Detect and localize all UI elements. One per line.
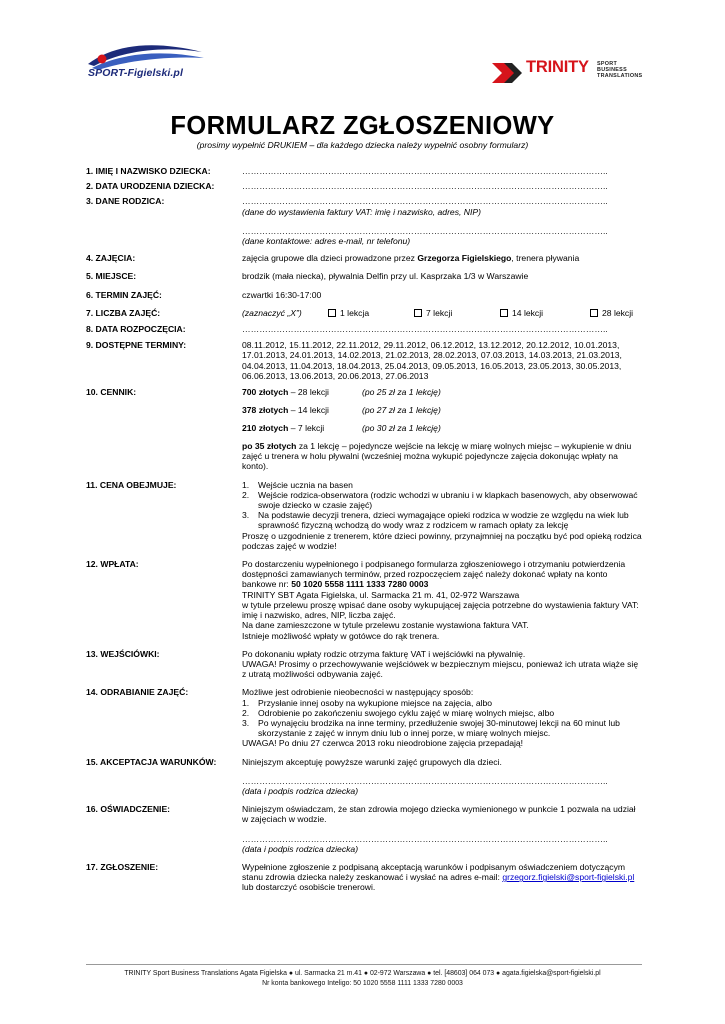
right-logo-text: TRINITY	[526, 58, 589, 76]
page-subtitle: (prosimy wypełnić DRUKIEM – dla każdego dziecka należy wypełnić osobny formularz)	[196, 140, 529, 150]
option-14-lessons[interactable]: 14 lekcji	[500, 308, 543, 318]
field-price-includes: 11. CENA OBEJMUJE: 1. Wejście ucznia na basen 2. Wejście rodzica-obserwatora (rodzic wchodzi w ubraniu i w klapkach basenowych, aby obserwować swoje dziecko w czasie zajęć) 3. Na podstawie decyzji trenera, dzieci wymagające opieki rodzica w wodzie ze względu na wiek lub sprawność fizyczną wchodzą do wody wraz z rodzicem w ramach opłaty za lekcję Proszę o uzgodnienie z trenerem, które dzieci powinny, przynajmniej na początku być pod opieką rodzica podczas zajęć w wodzie!	[86, 479, 642, 551]
right-logo-sub: SPORT BUSINESS TRANSLATIONS	[597, 61, 643, 80]
footer-contact: TRINITY Sport Business Translations Agata Figielska ● ul. Sarmacka 21 m.41 ● 02-972 Warszawa ● tel. [48603] 064 073 ● agata.figielska@sport-figielski.pl	[124, 970, 601, 977]
parent-invoice-line[interactable]: ………………………………………………………………………………………………………………..	[242, 196, 608, 207]
field-classes: 4. ZAJĘCIA: zajęcia grupowe dla dzieci prowadzone przez Grzegorza Figielskiego, trenera pływania	[86, 253, 580, 264]
field-terms-acceptance[interactable]: 15. AKCEPTACJA WARUNKÓW: Niniejszym akceptuję powyższe warunki zajęć grupowych dla dzieci. ……………………………………………………………………………………………………………….. (data i podpis rodzica dziecka)	[86, 757, 642, 797]
bank-account: 50 1020 5558 1111 1333 7280 0003	[291, 579, 429, 590]
trinity-arrow-icon	[492, 61, 526, 85]
checkbox-icon[interactable]	[500, 309, 508, 317]
list-item: 3. Na podstawie decyzji trenera, dzieci wymagające opieki rodzica w wodzie ze względu na wiek lub sprawność fizyczną wchodzą do wody wraz z rodzicem w ramach opłaty za lekcję	[242, 510, 629, 531]
trinity-logo	[492, 60, 642, 88]
parent-contact-hint: (dane kontaktowe: adres e-mail, nr telefonu)	[242, 236, 411, 247]
price-single: po 35 złotych za 1 lekcję – pojedyncze wejście na lekcję w miarę wolnych miejsc – wykupienie w dniu zajęć u trenera w holu pływalni (wcześniej można wykupić pojedyncze zajęcia dokonując wpłaty na konto).	[242, 441, 632, 472]
field-payment: 12. WPŁATA: Po dostarczeniu wypełnionego i podpisanego formularza zgłoszeniowego i otrzymaniu potwierdzenia dostępności zamawianych terminów, przed rozpoczęciem zajęć należy dokonać wpłaty na konto bankowe nr: 50 1020 5558 1111 1333 7280 0003 TRINITY SBT Agata Figielska, ul. Sarmacka 21 m. 41, 02-972 Warszawa w tytule przelewu proszę wpisać dane osoby wykupującej zajęcia potrzebne do wystawienia faktury VAT: imię i nazwisko, adres, NIP, liczba zajęć. Na dane zamieszczone w tytule przelewu zostanie wystawiona faktura VAT. Istnieje możliwość wpłaty w gotówce do rąk trenera.	[86, 559, 639, 641]
checkbox-icon[interactable]	[414, 309, 422, 317]
price-28: 700 złotych – 28 lekcji (po 25 zł za 1 lekcję)	[242, 387, 441, 398]
field-available-dates: 9. DOSTĘPNE TERMINY: 08.11.2012, 15.11.2012, 22.11.2012, 29.11.2012, 06.12.2012, 13.12.2012, 20.12.2012, 10.01.2013, 17.01.2013, 24.01.2013, 14.02.2013, 21.02.2013, 28.02.2013, 07.03.2013, 14.03.2013, 21.03.2013, 04.04.2013, 11.04.2013, 18.04.2013, 25.04.2013, 09.05.2013, 16.05.2013, 23.05.2013, 30.05.2013, 06.06.2013, 13.06.2013, 20.06.2013, 27.06.2013	[86, 340, 622, 381]
list-item: 1. Wejście ucznia na basen	[242, 479, 353, 490]
price-14: 378 złotych – 14 lekcji (po 27 zł za 1 lekcję)	[242, 405, 441, 416]
signature-line[interactable]: ………………………………………………………………………………………………………………..	[242, 833, 608, 844]
field-lesson-count: 7. LICZBA ZAJĘĆ: (zaznaczyć „X”) 1 lekcja 7 lekcji 14 lekcji 28 lekcji	[86, 307, 634, 318]
list-item: 2. Wejście rodzica-obserwatora (rodzic wchodzi w ubraniu i w klapkach basenowych, aby obserwować swoje dziecko w czasie zajęć)	[242, 489, 638, 511]
field-tickets: 13. WEJŚCIÓWKI: Po dokonaniu wpłaty rodzic otrzyma fakturę VAT i wejściówki na pływalnię. UWAGA! Prosimy o przechowywanie wejściówek w bezpiecznym miejscu, ponieważ ich utrata wiąże się z utratą możliwości odbywania zajęć.	[86, 648, 639, 680]
checkbox-icon[interactable]	[590, 309, 598, 317]
field-declaration[interactable]: 16. OŚWIADCZENIE: Niniejszym oświadczam, że stan zdrowia mojego dziecka wymienionego w punkcie 1 pozwala na udział w zajęciach w wodzie. ……………………………………………………………………………………………………………….. (data i podpis rodzica dziecka)	[86, 804, 642, 854]
footer-divider	[86, 964, 642, 965]
field-submission: 17. ZGŁOSZENIE: Wypełnione zgłoszenie z podpisaną akceptacją warunków i podpisanym oświadczeniem dotyczącym stanu zdrowia dziecka należy zeskanować i wysłać na adres e-mail: grzegorz.figielski@sport-figielski.pl lub dostarczyć osobiście trenerowi.	[86, 861, 635, 893]
field-start-date[interactable]: 8. DATA ROZPOCZĘCIA: ………………………………………………………………………………………………………………..	[86, 324, 608, 335]
field-parent-data[interactable]: 3. DANE RODZICA: ……………………………………………………………………………………………………………….. (dane do wystawienia faktury VAT: imię i nazwisko, adres, NIP) ……………………………………………………………………………………………………………….. (dane kontaktowe: adres e-mail, nr telefonu)	[86, 196, 642, 246]
field-price-list: 10. CENNIK: 700 złotych – 28 lekcji (po 25 zł za 1 lekcję) 378 złotych – 14 lekcji (po 27 zł za 1 lekcję) 210 złotych – 7 lekcji (po 30 zł za 1 lekcję) po 35 złotych za 1 lekcję – pojedyncze wejście na lekcję w miarę wolnych miejsc – wykupienie w dniu zajęć u trenera w holu pływalni (wcześniej można wykupić pojedyncze zajęcia dokonując wpłaty na konto).	[86, 387, 642, 472]
checkbox-icon[interactable]	[328, 309, 336, 317]
price-7: 210 złotych – 7 lekcji (po 30 zł za 1 lekcję)	[242, 423, 441, 434]
left-logo-text: SPORT-Figielski.pl	[88, 67, 183, 79]
parent-contact-line[interactable]: ………………………………………………………………………………………………………………..	[242, 225, 608, 236]
parent-invoice-hint: (dane do wystawienia faktury VAT: imię i nazwisko, adres, NIP)	[242, 206, 481, 217]
option-1-lesson[interactable]: 1 lekcja	[328, 308, 369, 318]
page-title: FORMULARZ ZGŁOSZENIOWY	[170, 112, 555, 140]
signature-line[interactable]: ………………………………………………………………………………………………………………..	[242, 775, 608, 786]
sport-figielski-logo	[84, 38, 209, 92]
field-child-name[interactable]: 1. IMIĘ I NAZWISKO DZIECKA: ………………………………………………………………………………………………………………..	[86, 166, 608, 176]
footer-account: Nr konta bankowego Inteligo: 50 1020 5558 1111 1333 7280 0003	[262, 980, 463, 987]
field-time: 6. TERMIN ZAJĘĆ: czwartki 16:30-17:00	[86, 289, 322, 300]
list-item: 2. Odrobienie po zakończeniu swojego cyklu zajęć w miarę wolnych miejsc, albo	[242, 707, 555, 718]
list-item: 3. Po wynajęciu brodzika na inne terminy, przedłużenie swojej 30-minutowej lekcji na 60 minut lub skorzystanie z zajęć w innym dniu lub o innej porze, w miarę wolnych miejsc.	[242, 717, 620, 739]
field-makeup-classes: 14. ODRABIANIE ZAJĘĆ: Możliwe jest odrobienie nieobecności w następujący sposób: 1. Przysłanie innej osoby na wykupione miejsce na zajęcia, albo 2. Odrobienie po zakończeniu swojego cyklu zajęć w miarę wolnych miejsc, albo 3. Po wynajęciu brodzika na inne terminy, przedłużenie swojej 30-minutowej lekcji na 60 minut lub skorzystanie z zajęć w innym dniu lub o innej porze, w miarę wolnych miejsc. UWAGA! Po dniu 27 czerwca 2013 roku nieodrobione zajęcia przepadają!	[86, 687, 642, 748]
list-item: 1. Przysłanie innej osoby na wykupione miejsce na zajęcia, albo	[242, 697, 493, 708]
option-28-lessons[interactable]: 28 lekcji	[590, 308, 633, 318]
application-form	[86, 166, 642, 893]
email-link[interactable]: grzegorz.figielski@sport-figielski.pl	[502, 872, 635, 883]
option-7-lessons[interactable]: 7 lekcji	[414, 308, 452, 318]
field-place: 5. MIEJSCE: brodzik (mała niecka), pływalnia Delfin przy ul. Kasprzaka 1/3 w Warszawie	[86, 271, 529, 282]
field-birth-date[interactable]: 2. DATA URODZENIA DZIECKA: ………………………………………………………………………………………………………………..	[86, 181, 608, 192]
footer	[0, 969, 725, 989]
